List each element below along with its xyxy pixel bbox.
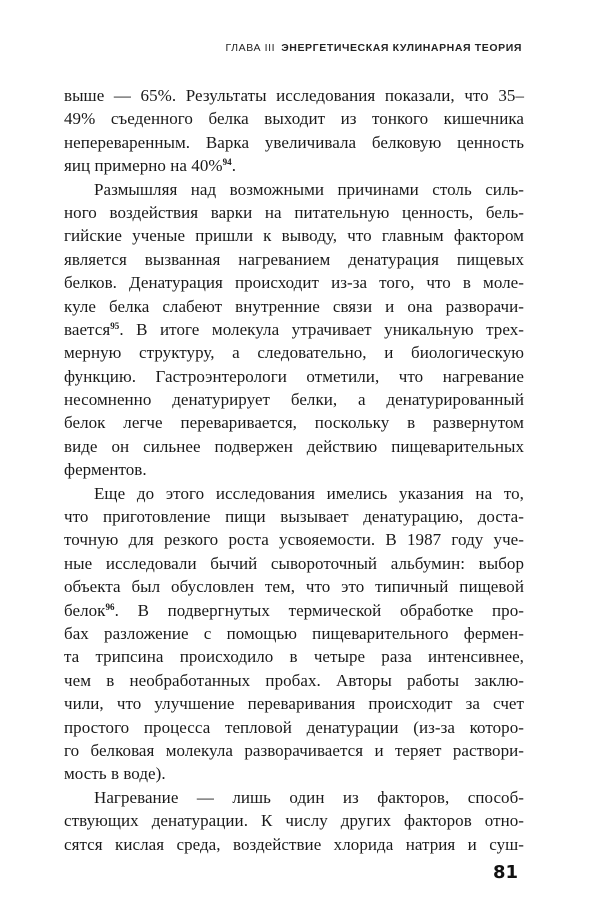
text-line: непереваренным. Варка увеличивала белковую ценность bbox=[64, 132, 524, 152]
text-line: ные исследовали бычий сывороточный альбумин: выбор bbox=[64, 553, 524, 573]
running-header bbox=[225, 42, 522, 54]
footnote-ref[interactable]: 95 bbox=[110, 320, 120, 331]
text-line: мерную структуру, а следовательно, и биологическую bbox=[64, 343, 524, 363]
text-line: вается$^{95}$. В итоге молекула утрачивает уникальную трех- bbox=[64, 319, 524, 339]
text-line: простого процесса тепловой денатурации (из-за которо- bbox=[64, 717, 524, 737]
body-text bbox=[64, 84, 524, 856]
text-line: куле белка слабеют внутренние связи и она разворачи- bbox=[64, 296, 524, 316]
text-line: белков. Денатурация происходит из-за того, что в моле- bbox=[64, 273, 524, 293]
text-line: го белковая молекула разворачивается и теряет раствори- bbox=[64, 740, 524, 760]
chapter-label: ГЛАВА III bbox=[225, 42, 276, 54]
footnote-ref[interactable]: 96 bbox=[105, 601, 115, 612]
text-line: является вызванная нагреванием денатурация пищевых bbox=[64, 249, 524, 269]
text-line: сятся кислая среда, воздействие хлорида натрия и суш- bbox=[64, 834, 524, 854]
text-line: ствующих денатурации. К числу других факторов отно- bbox=[64, 811, 524, 831]
text-line: несомненно денатурирует белки, а денатурированный bbox=[64, 390, 524, 410]
text-line: яиц примерно на 40%$^{94}$. bbox=[64, 156, 237, 176]
text-line: 49% съеденного белка выходит из тонкого кишечника bbox=[64, 109, 524, 129]
text-line: выше — 65%. Результаты исследования показали, что 35– bbox=[64, 86, 524, 105]
text-line: виде он сильнее подвержен действию пищеварительных bbox=[64, 436, 524, 456]
paragraph-start: Нагревание — лишь один из факторов, способ- bbox=[94, 787, 524, 807]
text-line: та трипсина происходило в четыре раза интенсивнее, bbox=[64, 647, 524, 667]
paragraph-start: Размышляя над возможными причинами столь силь- bbox=[94, 179, 524, 199]
text-line: ного воздействия варки на питательную ценность, бель- bbox=[64, 202, 524, 222]
page-number: 81 bbox=[492, 862, 518, 883]
text-line: мость в воде). bbox=[64, 764, 166, 784]
text-line: чем в необработанных пробах. Авторы работы заклю- bbox=[64, 670, 524, 690]
text-line: гийские ученые пришли к выводу, что главным фактором bbox=[64, 226, 524, 246]
text-line: объекта был обусловлен тем, что это типичный пищевой bbox=[64, 577, 524, 597]
text-line: точную для резкого роста усвояемости. В 1987 году уче- bbox=[64, 530, 524, 550]
paragraph-start: Еще до этого исследования имелись указания на то, bbox=[94, 483, 524, 503]
chapter-title: ЭНЕРГЕТИЧЕСКАЯ КУЛИНАРНАЯ ТЕОРИЯ bbox=[281, 42, 522, 54]
text-line: чили, что улучшение переваривания происходит за счет bbox=[64, 694, 524, 714]
text-line: бах разложение с помощью пищеварительного фермен- bbox=[64, 623, 524, 643]
text-line: что приготовление пищи вызывает денатурацию, доста- bbox=[64, 507, 524, 527]
text-line: функцию. Гастроэнтерологи отметили, что нагревание bbox=[64, 366, 524, 386]
text-line: белок легче переваривается, поскольку в развернутом bbox=[64, 413, 524, 433]
text-line: белок$^{96}$. В подвергнутых термической обработке про- bbox=[64, 600, 524, 620]
text-line: ферментов. bbox=[64, 460, 147, 480]
footnote-ref[interactable]: 94 bbox=[222, 157, 232, 168]
